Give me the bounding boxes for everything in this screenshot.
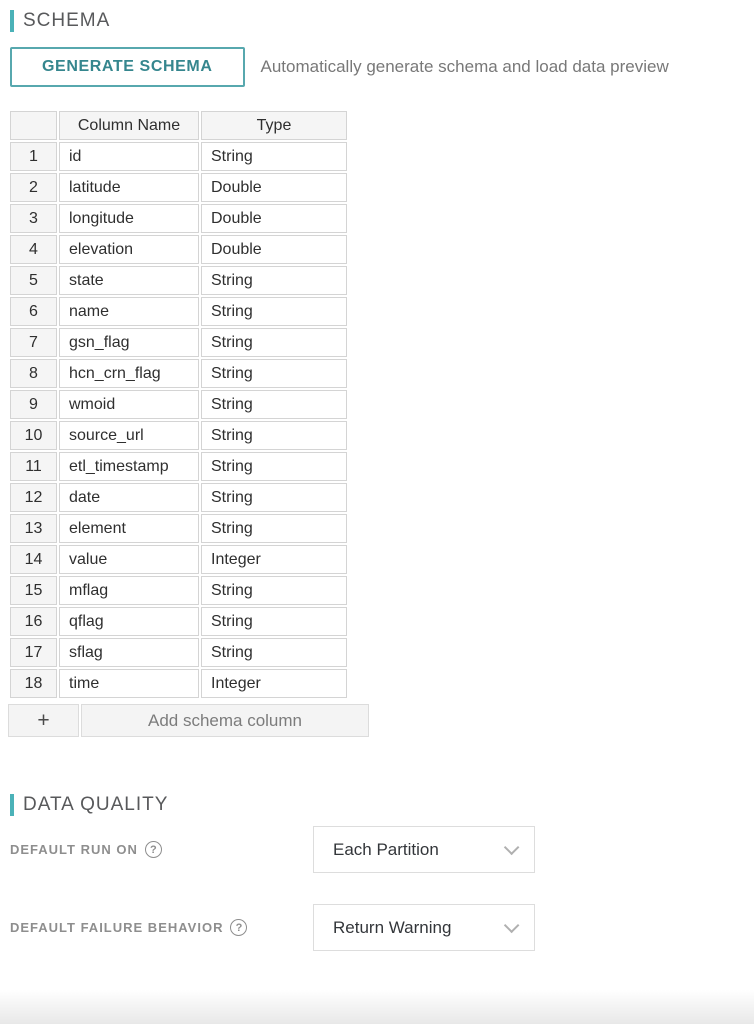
- type-cell[interactable]: String: [201, 607, 347, 636]
- default-run-on-select[interactable]: [313, 826, 535, 873]
- add-schema-row: [8, 704, 369, 737]
- default-failure-behavior-select[interactable]: [313, 904, 535, 951]
- row-number-cell: 6: [10, 297, 57, 326]
- column-name-cell[interactable]: id: [59, 142, 199, 171]
- column-name-cell[interactable]: value: [59, 545, 199, 574]
- schema-section-header: [10, 10, 744, 32]
- row-number-cell: 11: [10, 452, 57, 481]
- column-name-cell[interactable]: state: [59, 266, 199, 295]
- column-name-cell[interactable]: wmoid: [59, 390, 199, 419]
- chevron-down-icon: [504, 840, 520, 856]
- type-cell[interactable]: String: [201, 266, 347, 295]
- type-cell[interactable]: String: [201, 390, 347, 419]
- table-row: [10, 421, 347, 450]
- column-name-cell[interactable]: hcn_crn_flag: [59, 359, 199, 388]
- type-cell[interactable]: String: [201, 359, 347, 388]
- row-number-cell: 9: [10, 390, 57, 419]
- column-name-cell[interactable]: gsn_flag: [59, 328, 199, 357]
- section-accent-bar: [10, 10, 14, 32]
- column-name-header: Column Name: [59, 111, 199, 140]
- generate-schema-caption: Automatically generate schema and load data preview: [260, 57, 669, 76]
- help-question-icon[interactable]: ?: [230, 919, 247, 936]
- column-name-cell[interactable]: element: [59, 514, 199, 543]
- table-row: [10, 173, 347, 202]
- row-number-cell: 10: [10, 421, 57, 450]
- add-schema-column-button[interactable]: Add schema column: [81, 704, 369, 737]
- type-cell[interactable]: String: [201, 638, 347, 667]
- column-name-cell[interactable]: qflag: [59, 607, 199, 636]
- table-row: [10, 576, 347, 605]
- generate-schema-row: [10, 47, 744, 87]
- generate-schema-button[interactable]: GENERATE SCHEMA: [10, 47, 245, 87]
- schema-section-title: SCHEMA: [23, 10, 111, 31]
- row-number-cell: 17: [10, 638, 57, 667]
- table-row: [10, 669, 347, 698]
- add-column-plus-button[interactable]: +: [8, 704, 79, 737]
- column-name-cell[interactable]: time: [59, 669, 199, 698]
- default-failure-behavior-field: [10, 904, 744, 951]
- default-failure-behavior-value: Return Warning: [333, 917, 452, 937]
- row-number-cell: 14: [10, 545, 57, 574]
- column-name-cell[interactable]: date: [59, 483, 199, 512]
- row-number-header: [10, 111, 57, 140]
- row-number-cell: 8: [10, 359, 57, 388]
- default-run-on-label-wrap: [10, 841, 313, 858]
- default-failure-behavior-label: DEFAULT FAILURE BEHAVIOR: [10, 920, 224, 935]
- table-row: [10, 142, 347, 171]
- type-cell[interactable]: Double: [201, 235, 347, 264]
- table-row: [10, 328, 347, 357]
- column-name-cell[interactable]: name: [59, 297, 199, 326]
- table-row: [10, 359, 347, 388]
- column-name-cell[interactable]: sflag: [59, 638, 199, 667]
- table-row: [10, 235, 347, 264]
- type-cell[interactable]: String: [201, 142, 347, 171]
- row-number-cell: 13: [10, 514, 57, 543]
- type-cell[interactable]: String: [201, 483, 347, 512]
- column-name-cell[interactable]: elevation: [59, 235, 199, 264]
- type-cell[interactable]: String: [201, 421, 347, 450]
- row-number-cell: 15: [10, 576, 57, 605]
- column-name-cell[interactable]: latitude: [59, 173, 199, 202]
- section-accent-bar: [10, 794, 14, 816]
- table-row: [10, 266, 347, 295]
- default-failure-behavior-label-wrap: [10, 919, 313, 936]
- table-row: [10, 390, 347, 419]
- row-number-cell: 16: [10, 607, 57, 636]
- row-number-cell: 7: [10, 328, 57, 357]
- row-number-cell: 18: [10, 669, 57, 698]
- default-run-on-field: [10, 826, 744, 873]
- table-row: [10, 514, 347, 543]
- type-cell[interactable]: String: [201, 452, 347, 481]
- type-cell[interactable]: Double: [201, 204, 347, 233]
- chevron-down-icon: [504, 918, 520, 934]
- type-cell[interactable]: Integer: [201, 545, 347, 574]
- row-number-cell: 5: [10, 266, 57, 295]
- help-question-icon[interactable]: ?: [145, 841, 162, 858]
- schema-table: [8, 109, 349, 700]
- row-number-cell: 2: [10, 173, 57, 202]
- type-header: Type: [201, 111, 347, 140]
- data-quality-section-header: [10, 794, 744, 816]
- table-row: [10, 607, 347, 636]
- table-row: [10, 204, 347, 233]
- table-row: [10, 483, 347, 512]
- table-row: [10, 545, 347, 574]
- type-cell[interactable]: String: [201, 576, 347, 605]
- type-cell[interactable]: String: [201, 514, 347, 543]
- data-quality-section: [10, 794, 744, 951]
- type-cell[interactable]: Double: [201, 173, 347, 202]
- row-number-cell: 1: [10, 142, 57, 171]
- schema-table-header-row: [10, 111, 347, 140]
- bottom-fade: [0, 990, 754, 1024]
- table-row: [10, 638, 347, 667]
- default-run-on-label: DEFAULT RUN ON: [10, 842, 138, 857]
- table-row: [10, 452, 347, 481]
- table-row: [10, 297, 347, 326]
- type-cell[interactable]: String: [201, 328, 347, 357]
- schema-section: [10, 10, 744, 737]
- row-number-cell: 3: [10, 204, 57, 233]
- column-name-cell[interactable]: mflag: [59, 576, 199, 605]
- row-number-cell: 4: [10, 235, 57, 264]
- type-cell[interactable]: String: [201, 297, 347, 326]
- row-number-cell: 12: [10, 483, 57, 512]
- data-quality-section-title: DATA QUALITY: [23, 794, 169, 815]
- type-cell[interactable]: Integer: [201, 669, 347, 698]
- column-name-cell[interactable]: etl_timestamp: [59, 452, 199, 481]
- default-run-on-value: Each Partition: [333, 839, 439, 859]
- column-name-cell[interactable]: longitude: [59, 204, 199, 233]
- column-name-cell[interactable]: source_url: [59, 421, 199, 450]
